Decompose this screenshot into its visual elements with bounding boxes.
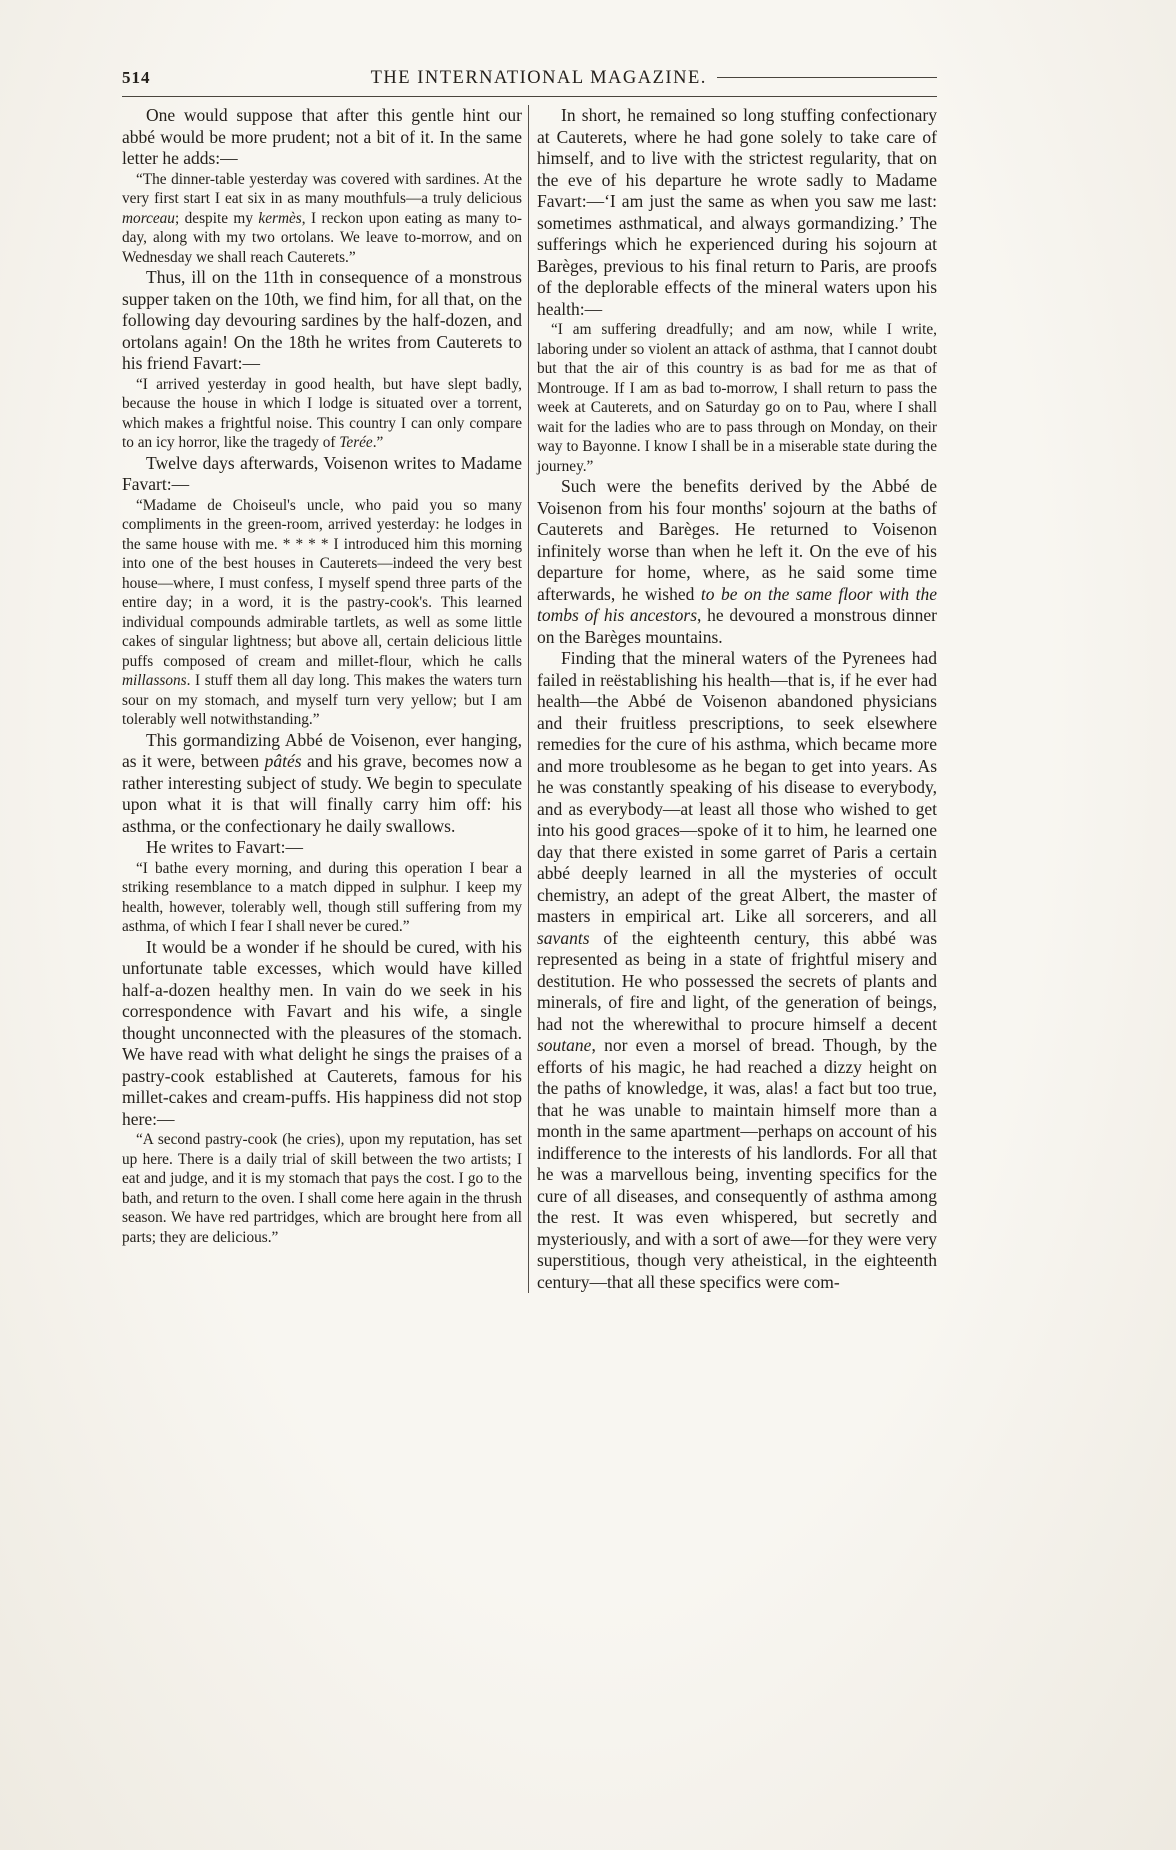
paragraph-body: Finding that the mineral waters of the Pyrenees had failed in reëstablishing his health—that is, if he ever had health—the Abbé de Voisenon abandoned physicians and their fruitless prescriptions, to seek elsewhere remedies for the cure of his asthma, which became more and more troublesome as he began to get into years. As he was constantly speaking of his disease to everybody, and as everybody—at least all those who wished to get into his good graces—spoke of it to him, he learned one day that there existed in some garret of Paris a certain abbé deeply learned in all the mysteries of occult chemistry, an adept of the great Albert, the master of masters in empirical art. Like all sorcerers, and all savants of the eighteenth century, this abbé was represented as being in a state of frightful misery and destitution. He who possessed the secrets of plants and minerals, of fire and light, of the generation of beings, had not the wherewithal to procure himself a decent soutane, nor even a morsel of bread. Though, by the efforts of his magic, he had reached a dizzy height on the paths of knowledge, it was, alas! a fact but too true, that he was unable to maintain himself more than a month in the same apartment—perhaps on account of his indifference to the interests of his landlords. For all that he was a marvellous being, inventing specifics for the cure of all diseases, and consequently of asthma among the rest. It was even whispered, but secretly and mysteriously, and with a sort of awe—for they were very superstitious, though very atheistical, in the eighteenth century—that all these specifics were com- (537, 648, 937, 1292)
paragraph-quote: “Madame de Choiseul's uncle, who paid you so many compliments in the green-room, arrived yesterday: he lodges in the same house with me. * * * * I introduced him this morning into one of the best houses in Cauterets—indeed the very best house—where, I must confess, I myself spend three parts of the entire day; in a word, it is the pastry-cook's. This learned individual compounds admirable tartlets, as well as some little cakes of singular lightness; but above all, certain delicious little puffs composed of cream and millet-flour, which he calls millassons. I stuff them all day long. This makes the waters turn sour on my stomach, and myself turn very yellow; but I am tolerably well notwithstanding.” (122, 496, 522, 728)
page-content (122, 68, 937, 1293)
paragraph-body: It would be a wonder if he should be cured, with his unfortunate table excesses, which would have killed half-a-dozen healthy men. In vain do we seek in his correspondence with Favart and his wife, a single thought unconnected with the pleasures of the stomach. We have read with what delight he sings the praises of a pastry-cook established at Cauterets, famous for his millet-cakes and cream-puffs. His happiness did not stop here:— (122, 936, 522, 1129)
paragraph-body: Twelve days afterwards, Voisenon writes to Madame Favart:— (122, 452, 522, 494)
paragraph-body: Such were the benefits derived by the Abbé de Voisenon from his four months' sojourn at the baths of Cauterets and Barèges. He returned to Voisenon infinitely worse than when he left it. On the eve of his departure for home, where, as he said some time afterwards, he wished to be on the same floor with the tombs of his ancestors, he devoured a monstrous dinner on the Barèges mountains. (537, 476, 937, 647)
right-column (529, 105, 937, 1293)
paragraph-body: He writes to Favart:— (146, 837, 303, 857)
page-header (122, 68, 937, 97)
page-number: 514 (122, 68, 151, 87)
page-title: THE INTERNATIONAL MAGAZINE. (370, 68, 707, 88)
left-column (122, 105, 528, 1293)
paragraph-body: In short, he remained so long stuffing confectionary at Cauterets, where he had gone solely to take care of himself, and to live with the strictest regularity, that on the eve of his departure he wrote sadly to Madame Favart:—‘I am just the same as when you saw me last: sometimes asthmatical, and always gormandizing.’ The sufferings which he experienced during his sojourn at Barèges, previous to his final return to Paris, are proofs of the deplorable effects of the mineral waters upon his health:— (537, 105, 937, 319)
article-body (122, 105, 937, 1293)
paragraph-body: This gormandizing Abbé de Voisenon, ever hanging, as it were, between pâtés and his grave, becomes now a rather interesting subject of study. We begin to speculate upon what it is that will finally carry him off: his asthma, or the confectionary he daily swallows. (122, 729, 523, 836)
paragraph-quote: “I bathe every morning, and during this operation I bear a striking resemblance to a match dipped in sulphur. I keep my health, however, tolerably well, though still suffering from my asthma, of which I fear I shall never be cured.” (122, 859, 522, 935)
header-rule (717, 77, 937, 78)
paragraph-quote: “I am suffering dreadfully; and am now, while I write, laboring under so violent an attack of asthma, that I cannot doubt but that the air of this country is as bad for me as that of Montrouge. If I am as bad to-morrow, I shall return to pass the week at Cauterets, and on Saturday go on to Pau, where I shall wait for the ladies who are to pass through on Monday, on their way to Bayonne. I know I shall be in a miserable state during the journey.” (537, 321, 937, 475)
paragraph-quote: “I arrived yesterday in good health, but have slept badly, because the house in which I lodge is situated over a torrent, which makes a frightful noise. This country I can only compare to an icy horror, like the tragedy of Terée.” (122, 375, 522, 451)
paragraph-quote: “The dinner-table yesterday was covered with sardines. At the very first start I eat six in as many mouthfuls—a truly delicious morceau; despite my kermès, I reckon upon eating as many to-day, along with my two ortolans. We leave to-morrow, and on Wednesday we shall reach Cauterets.” (122, 170, 522, 266)
paragraph-quote: “A second pastry-cook (he cries), upon my reputation, has set up here. There is a daily trial of skill between the two artists; I eat and judge, and it is my stomach that pays the cost. I go to the bath, and return to the oven. I shall come here again in the thrush season. We have red partridges, which are brought here from all parts; they are delicious.” (122, 1131, 522, 1246)
paragraph-body: One would suppose that after this gentle hint our abbé would be more prudent; not a bit of it. In the same letter he adds:— (122, 105, 522, 168)
paragraph-body: Thus, ill on the 11th in consequence of a monstrous supper taken on the 10th, we find him, for all that, on the following day devouring sardines by the half-dozen, and ortolans again! On the 18th he writes from Cauterets to his friend Favart:— (122, 267, 522, 373)
